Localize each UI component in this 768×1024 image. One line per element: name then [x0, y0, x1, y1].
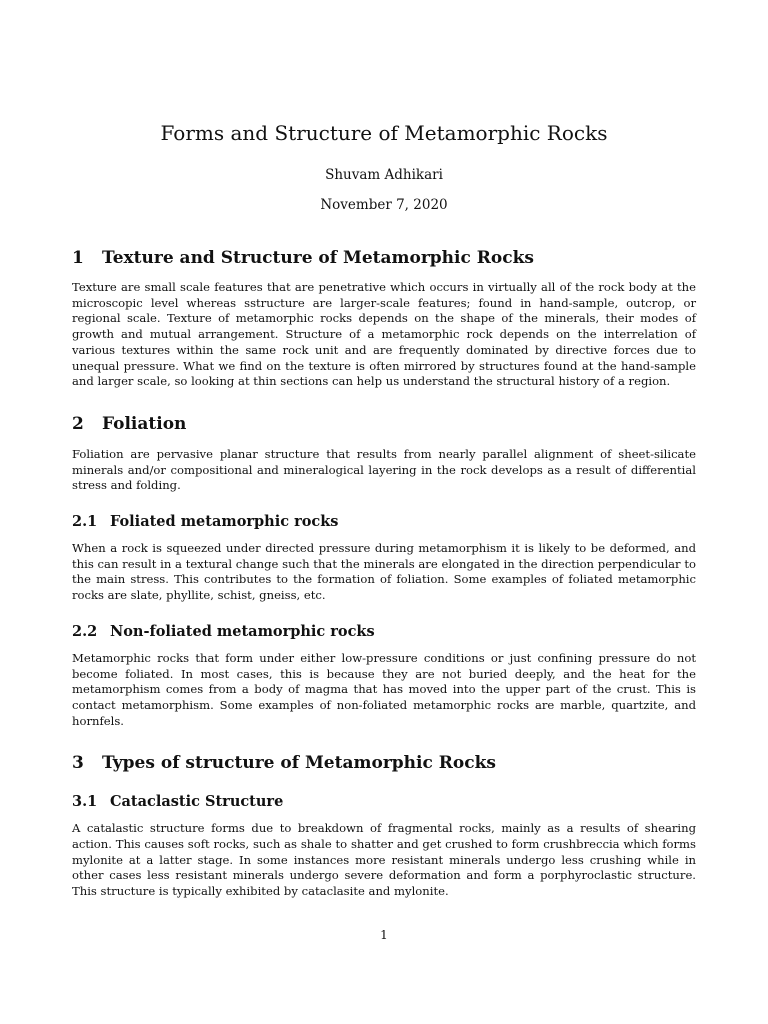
section-1-paragraph: Texture are small scale features that are penetrative which occurs in virtually all of the rock body at the microscopic level whereas sstructure are larger-scale features; found in hand-sample, outcrop, or regional scale. Texture of metamorphic rocks depends on the shape of the minerals, their modes of growth and mutual arrangement. Structure of a metamorphic rock depends on the interrelation of various textures within the same rock unit and are frequently dominated by directive forces due to unequal pressure. What we find on the texture is often mirrored by structures found at the hand-sample and larger scale, so looking at thin sections can help us understand the structural history of a region.: [72, 280, 696, 389]
subsection-number: 3.1: [72, 793, 98, 811]
document-title: Forms and Structure of Metamorphic Rocks: [160, 121, 608, 145]
subsection-2-2-paragraph: Metamorphic rocks that form under either low-pressure conditions or just confining pressure do not become foliated. In most cases, this is because they are not buried deeply, and the heat for the metamorphism comes from a body of magma that has moved into the upper part of the crust. This is contact metamorphism. Some examples of non-foliated metamorphic rocks are marble, quartzite, and hornfels.: [72, 650, 696, 728]
subsection-number: 2.2: [72, 622, 98, 640]
subsection-title: Foliated metamorphic rocks: [110, 513, 339, 531]
document-author: Shuvam Adhikari: [325, 167, 443, 183]
subsection-number: 2.1: [72, 513, 98, 531]
subsection-title: Non-foliated metamorphic rocks: [110, 622, 375, 640]
section-title: Types of structure of Metamorphic Rocks: [102, 753, 496, 774]
subsection-3-1-paragraph: A catalastic structure forms due to breakdown of fragmental rocks, mainly as a results of shearing action. This causes soft rocks, such as shale to shatter and get crushed to form crushbreccia which forms mylonite at a latter stage. In some instances more resistant minerals undergo less crushing while in other cases less resistant minerals undergo severe deformation and form a porphyroclastic structure. This structure is typically exhibited by cataclasite and mylonite.: [72, 821, 696, 899]
section-heading-2: [72, 413, 696, 435]
subsection-title: Cataclastic Structure: [110, 793, 284, 811]
section-number: 1: [72, 248, 84, 268]
section-2-paragraph: Foliation are pervasive planar structure that results from nearly parallel alignment of sheet-silicate minerals and/or compositional and mineralogical layering in the rock develops as a result of differential stress and folding.: [72, 446, 696, 493]
section-title: Texture and Structure of Metamorphic Rocks: [102, 248, 534, 268]
subsection-2-1-paragraph: When a rock is squeezed under directed pressure during metamorphism it is likely to be deformed, and this can result in a textural change such that the minerals are elongated in the direction perpendicular to the main stress. This contributes to the formation of foliation. Some examples of foliated metamorphic rocks are slate, phyllite, schist, gneiss, etc.: [72, 541, 696, 603]
section-number: 2: [72, 413, 84, 434]
subsection-heading-2-2: [72, 622, 696, 642]
document-date: November 7, 2020: [320, 197, 448, 213]
section-heading-3: [72, 752, 696, 774]
section-title: Foliation: [102, 413, 187, 434]
section-heading-1: [72, 247, 696, 269]
subsection-heading-2-1: [72, 512, 696, 532]
subsection-heading-3-1: [72, 792, 696, 812]
page-number: 1: [380, 928, 388, 942]
section-number: 3: [72, 753, 84, 774]
